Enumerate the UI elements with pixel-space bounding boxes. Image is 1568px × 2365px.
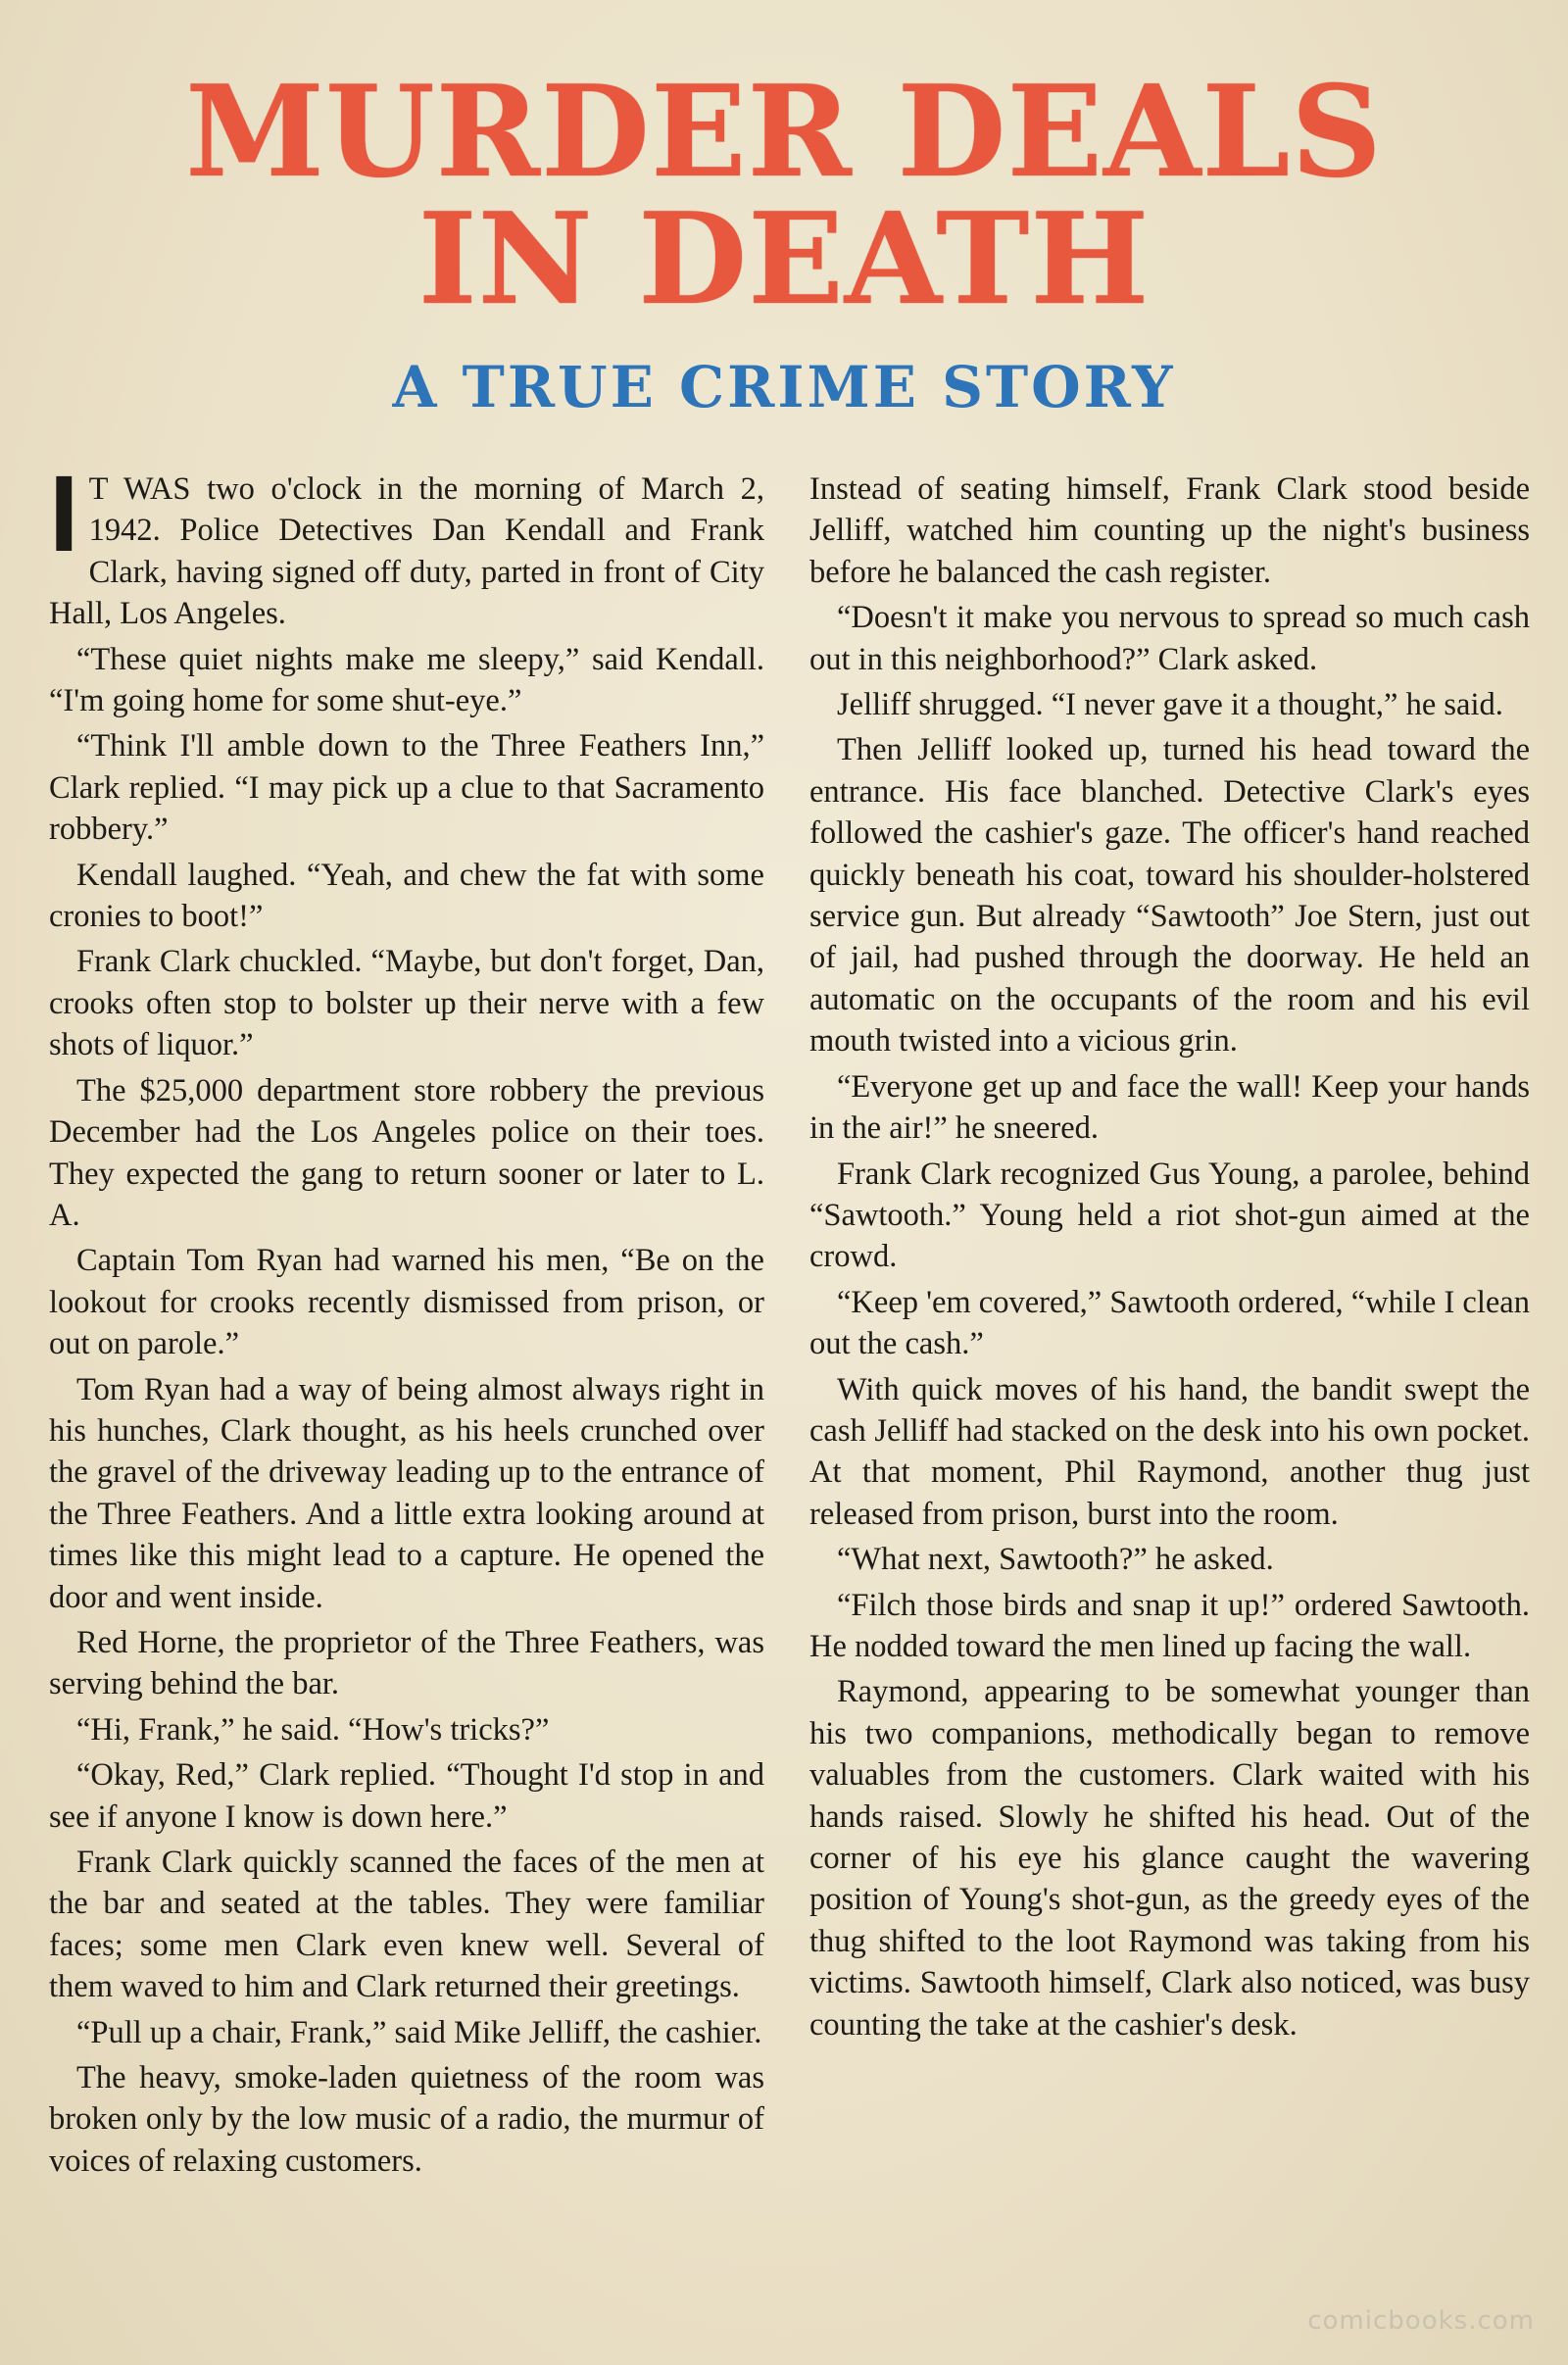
paragraph: Kendall laughed. “Yeah, and chew the fat with some cronies to boot!” <box>49 857 764 935</box>
paragraph: The heavy, smoke-laden quietness of the room was broken only by the low music of a radio, the murmur of voices of relaxing customers. <box>49 2060 764 2179</box>
drop-cap: I <box>49 454 79 574</box>
paragraph <box>49 454 764 635</box>
paragraph: Captain Tom Ryan had warned his men, “Be on the lookout for crooks recently dismissed from prison, or out on parole.” <box>49 1243 764 1362</box>
paragraph: Then Jelliff looked up, turned his head toward the entrance. His face blanched. Detective Clark's eyes followed the cashier's gaze. The officer's hand reached quickly beneath his coat, toward his shoulder-holstered service gun. But already “Sawtooth” Joe Stern, just out of jail, had pushed through the doorway. He held an automatic on the occupants of the room and his evil mouth twisted into a vicious grin. <box>809 732 1530 1059</box>
paragraph: Jelliff shrugged. “I never gave it a thought,” he said. <box>837 687 1503 723</box>
story-subtitle: A TRUE CRIME STORY <box>392 354 1176 420</box>
paragraph: “Hi, Frank,” he said. “How's tricks?” <box>76 1711 550 1748</box>
paragraph: With quick moves of his hand, the bandit swept the cash Jelliff had stacked on the desk into his own pocket. At that moment, Phil Raymond, another thug just released from prison, burst into the room. <box>809 1371 1530 1532</box>
paragraph: Red Horne, the proprietor of the Three Feathers, was serving behind the bar. <box>49 1624 764 1702</box>
paragraph: “Everyone get up and face the wall! Keep your hands in the air!” he sneered. <box>809 1068 1530 1147</box>
left-column <box>49 454 764 2186</box>
paragraph: “These quiet nights make me sleepy,” said Kendall. “I'm going home for some shut-eye.” <box>49 641 764 719</box>
paragraph: Tom Ryan had a way of being almost always right in his hunches, Clark thought, as his heels crunched over the gravel of the driveway leading up to the entrance of the Three Feathers. And a little extra looking around at times like this might lead to a capture. He opened the door and went inside. <box>49 1371 764 1615</box>
paragraph: Frank Clark chuckled. “Maybe, but don't forget, Dan, crooks often stop to bolster up their nerve with a few shots of liquor.” <box>49 944 764 1063</box>
paragraph: Frank Clark recognized Gus Young, a parolee, behind “Sawtooth.” Young held a riot shot-gun aimed at the crowd. <box>809 1156 1530 1275</box>
watermark: comicbooks.com <box>1307 2306 1535 2336</box>
paragraph: “Keep 'em covered,” Sawtooth ordered, “while I clean out the cash.” <box>809 1284 1530 1362</box>
paragraph: “Doesn't it make you nervous to spread so much cash out in this neighborhood?” Clark asked. <box>809 600 1530 677</box>
paragraph: “Think I'll amble down to the Three Feathers Inn,” Clark replied. “I may pick up a clue to that Sacramento robbery.” <box>49 728 764 848</box>
right-column <box>809 468 1530 2049</box>
title-line-2: IN DEATH <box>417 186 1151 333</box>
title-line-1: MURDER DEALS <box>185 59 1383 206</box>
paragraph-text: T WAS two o'clock in the morning of March 2, 1942. Police Detectives Dan Kendall and Frank Clark, having signed off duty, parted in front of City Hall, Los Angeles. <box>49 471 764 632</box>
paragraph: Frank Clark quickly scanned the faces of the men at the bar and seated at the tables. They were familiar faces; some men Clark even knew well. Several of them waved to him and Clark returned their greetings. <box>49 1845 764 2005</box>
paragraph: “Pull up a chair, Frank,” said Mike Jelliff, the cashier. <box>76 2014 762 2050</box>
paragraph: The $25,000 department store robbery the previous December had the Los Angeles police on their toes. They expected the gang to return sooner or later to L. A. <box>49 1072 764 1233</box>
paragraph: Instead of seating himself, Frank Clark stood beside Jelliff, watched him counting up the night's business before he balanced the cash register. <box>809 471 1530 590</box>
paragraph: “Okay, Red,” Clark replied. “Thought I'd stop in and see if anyone I know is down here.” <box>49 1757 764 1835</box>
paragraph: “What next, Sawtooth?” he asked. <box>837 1542 1274 1578</box>
paragraph: “Filch those birds and snap it up!” ordered Sawtooth. He nodded toward the men lined up facing the wall. <box>809 1587 1530 1664</box>
story-title <box>0 59 1568 333</box>
paragraph: Raymond, appearing to be somewhat younger than his two companions, methodically began to remove valuables from the customers. Clark waited with his hands raised. Slowly he shifted his head. Out of the corner of his eye his glance caught the wavering position of Young's shot-gun, as the greedy eyes of the thug shifted to the loot Raymond was taking from his victims. Sawtooth himself, Clark also noticed, was busy counting the take at the cashier's desk. <box>809 1674 1530 2043</box>
